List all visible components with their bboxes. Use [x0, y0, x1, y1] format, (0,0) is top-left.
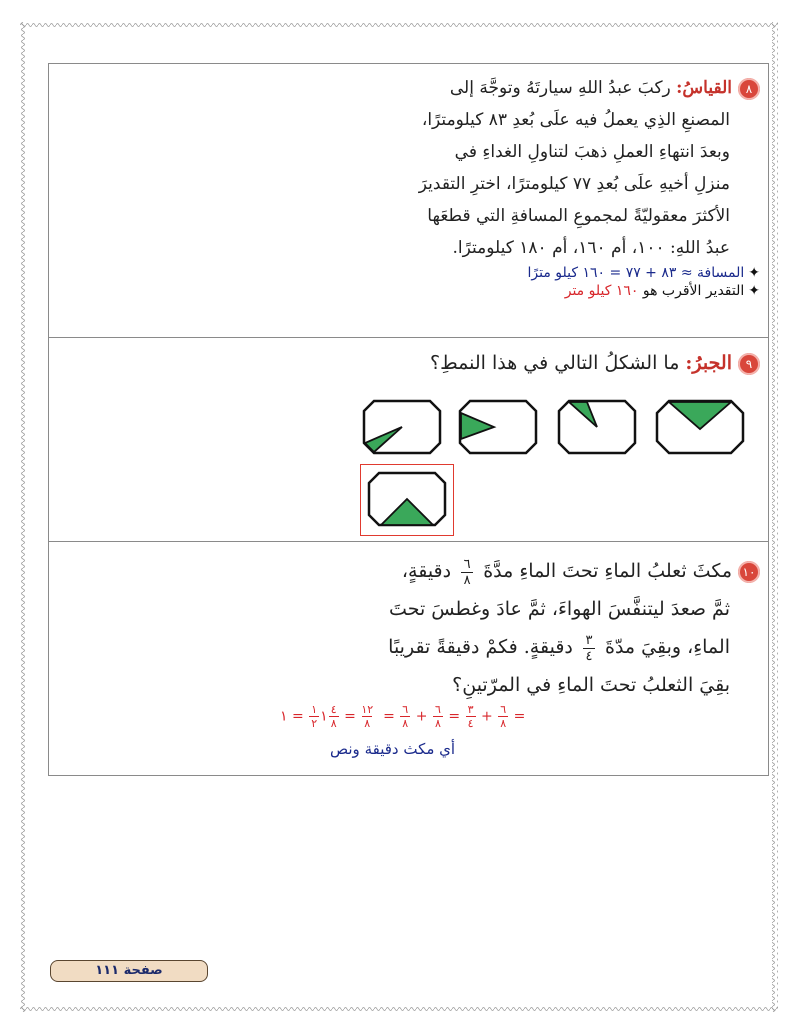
q8-line-1: ركبَ عبدُ اللهِ سيارتَهُ وتوجَّهَ إلى	[449, 78, 671, 98]
q8-line-3: وبعدَ انتهاءِ العملِ ذهبَ لتناولِ الغداءِ في	[454, 142, 730, 162]
question-10: ١٠مكثَ ثعلبُ الماءِ تحتَ الماءِ مدَّةَ $\frac{٦}{٨}$ دقيقةٍ، ثمَّ صعدَ ليتنفَّسَ الهواءَ، ثمَّ عادَ وغطسَ تحتَ الماءِ، وبقِيَ مدّةَ $\frac{٣}{٤}$ دقيقةٍ. فكمْ دقيقةً تقريبًا بقِيَ الثعلبُ تحتَ الماءِ في المرّتينِ؟	[260, 552, 760, 704]
question-number-8: ٨	[738, 78, 760, 100]
fraction-3-4: $\frac{٣}{٤}$	[583, 634, 595, 663]
q10-line-4: بقِيَ الثعلبُ تحتَ الماءِ في المرّتينِ؟	[452, 674, 730, 696]
q9-question: ما الشكلُ التالي في هذا النمطِ؟	[430, 352, 680, 374]
divider-q8-q9	[48, 337, 769, 338]
pattern-shape-2	[557, 399, 637, 455]
pattern-shape-3	[458, 399, 538, 455]
q8-answer-1: ✦المسافة ≈ ٨٣ + ٧٧ = ١٦٠ كيلو مترًا	[527, 265, 760, 281]
question-number-9: ٩	[738, 353, 760, 375]
answer-shape	[367, 471, 447, 527]
q8-keyword: القياسُ:	[676, 78, 732, 98]
bullet-icon: ✦	[748, 265, 760, 281]
q8-line-2: المصنعِ الذِي يعملُ فيه علَى بُعدِ ٨٣ كيلومترًا،	[421, 110, 730, 130]
pattern-shape-1	[655, 399, 745, 455]
question-9	[260, 348, 760, 378]
q8-line-4: منزلِ أخيهِ علَى بُعدِ ٧٧ كيلومترًا، اخترِ التقديرَ	[418, 174, 730, 194]
q8-answer-2: ✦التقدير الأقرب هو ١٦٠ كيلو متر	[564, 283, 760, 299]
question-number-10: ١٠	[738, 561, 760, 583]
fraction-6-8: $\frac{٦}{٨}$	[461, 558, 473, 587]
q10-calculation: ١ $\frac{١}{٢}$ = ١ $\frac{٤}{٨}$ = $\frac{١٢}{٨}$ = $\frac{٦}{٨}$ + $\frac{٦}{٨}$ = $\frac{٣}{٤}$ + $\frac{٦}{٨}$ =	[280, 703, 526, 730]
q10-line-2: ثمَّ صعدَ ليتنفَّسَ الهواءَ، ثمَّ عادَ وغطسَ تحتَ	[389, 598, 730, 620]
q10-line-3: الماءِ، وبقِيَ مدّةَ $\frac{٣}{٤}$ دقيقةٍ. فكمْ دقيقةً تقريبًا	[388, 632, 730, 664]
q8-line-5: الأكثرَ معقوليّةً لمجموعِ المسافةِ التي قطعَها	[427, 206, 730, 226]
question-8	[200, 72, 760, 300]
divider-q9-q10	[48, 541, 769, 542]
q9-keyword: الجبرُ:	[685, 352, 732, 374]
q10-answer: أي مكث دقيقة ونص	[330, 740, 456, 758]
pattern-shape-4	[362, 399, 442, 455]
bullet-icon: ✦	[748, 283, 760, 299]
page-number-tab: صفحة ١١١	[50, 960, 208, 982]
q8-line-6: عبدُ اللهِ: ١٠٠، أم ١٦٠، أم ١٨٠ كيلومترًا.	[452, 238, 730, 258]
